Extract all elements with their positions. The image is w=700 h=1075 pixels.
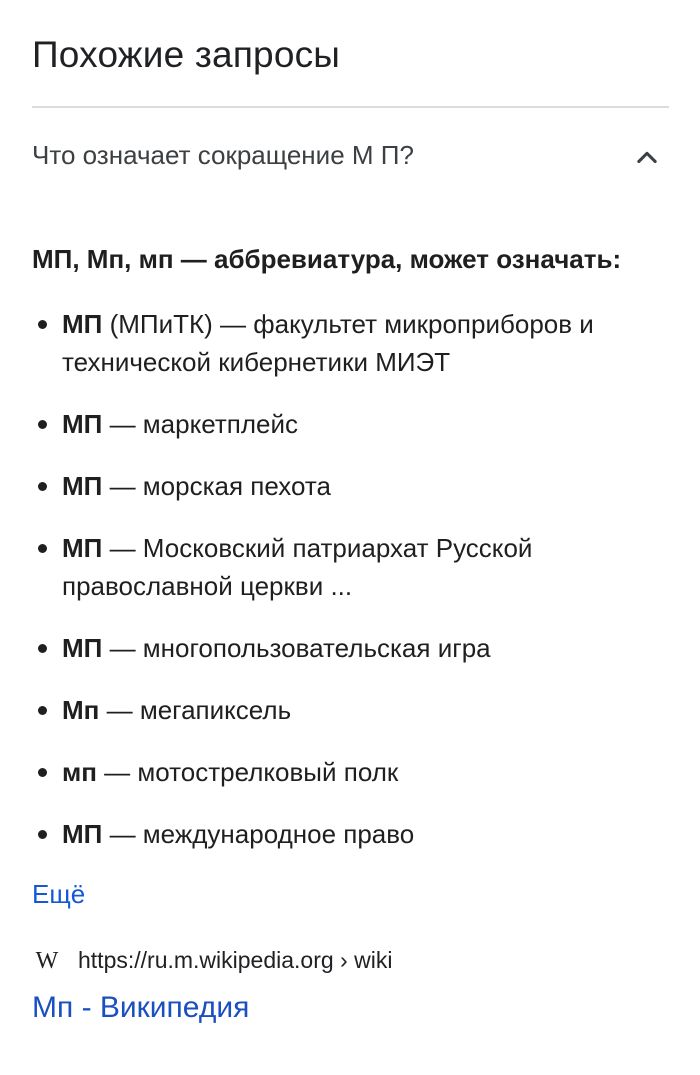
- bullet: [38, 544, 47, 553]
- item-text: — морская пехота: [102, 471, 331, 501]
- item-text: — многопользовательская игра: [102, 633, 491, 663]
- item-text: — маркетплейс: [102, 409, 299, 439]
- item-term: мп: [62, 757, 97, 787]
- bullet: [38, 830, 47, 839]
- wikipedia-logo-icon: W: [35, 948, 59, 974]
- item-text: (МПиТК) — факультет микроприборов и технической кибернетики МИЭТ: [62, 309, 594, 377]
- answer-lead: МП, Мп, мп — аббревиатура, может означать:: [32, 244, 622, 274]
- section-title: Похожие запросы: [32, 34, 341, 75]
- list-item: [32, 753, 672, 791]
- chevron-up-icon[interactable]: [633, 144, 661, 172]
- item-term: МП: [62, 471, 103, 501]
- item-text: — Московский патриархат Русской православной церкви ...: [62, 533, 533, 601]
- bullet: [38, 644, 47, 653]
- question-text: Что означает сокращение М П?: [32, 140, 414, 170]
- list-item: [32, 629, 672, 667]
- item-text: — мотострелковый полк: [96, 757, 399, 787]
- list-item: [32, 305, 672, 381]
- item-term: МП: [62, 633, 103, 663]
- more-link[interactable]: Ещё: [32, 879, 86, 909]
- bullet: [38, 420, 47, 429]
- item-term: МП: [62, 409, 103, 439]
- bullet: [38, 320, 47, 329]
- bullet: [38, 482, 47, 491]
- source-url: https://ru.m.wikipedia.org › wiki: [78, 947, 393, 973]
- question-toggle[interactable]: [32, 138, 669, 178]
- bullet: [38, 768, 47, 777]
- result-title-link[interactable]: Мп - Википедия: [32, 991, 250, 1024]
- bullet: [38, 706, 47, 715]
- divider: [32, 106, 669, 108]
- list-item: [32, 529, 672, 605]
- item-term: МП: [62, 819, 103, 849]
- list-item: [32, 691, 672, 729]
- item-text: — мегапиксель: [99, 695, 292, 725]
- answer-list: [32, 305, 672, 877]
- list-item: [32, 467, 672, 505]
- item-text: — международное право: [102, 819, 415, 849]
- list-item: [32, 405, 672, 443]
- item-term: МП: [62, 309, 103, 339]
- list-item: [32, 815, 672, 853]
- item-term: Мп: [62, 695, 100, 725]
- item-term: МП: [62, 533, 103, 563]
